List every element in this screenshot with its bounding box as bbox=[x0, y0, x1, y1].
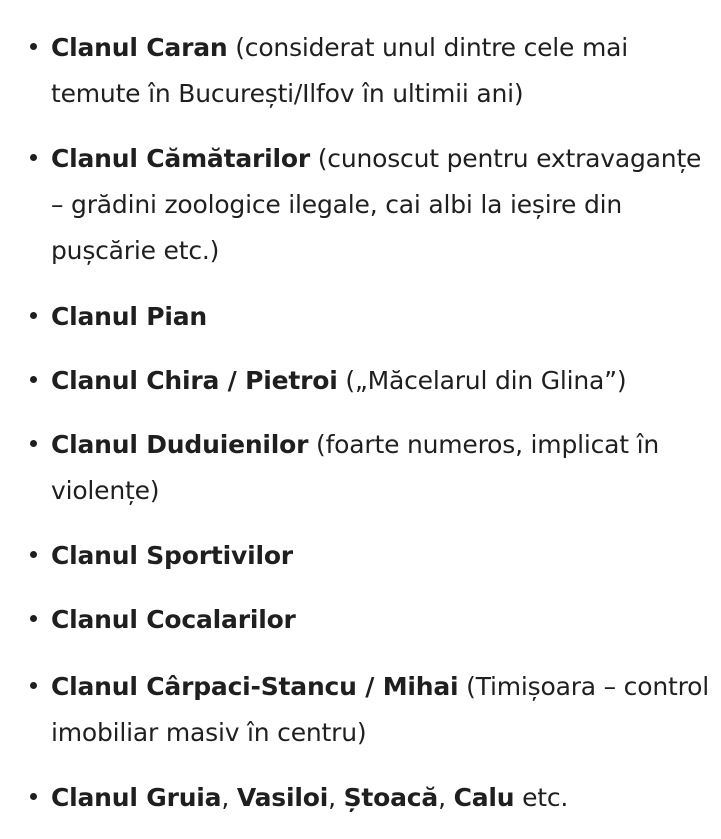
clan-description: (foarte numeros, implicat în violențe) bbox=[51, 430, 660, 505]
clan-description: („Măcelarul din Glina”) bbox=[337, 366, 627, 395]
clan-name: Ștoacă bbox=[343, 783, 439, 812]
list-item-text bbox=[51, 294, 713, 340]
separator: , bbox=[438, 783, 454, 812]
list-item-text bbox=[51, 358, 713, 404]
bullet-icon bbox=[30, 154, 37, 161]
bullet-icon bbox=[30, 440, 37, 447]
clan-description: (cunoscut pentru extravaganțe – grădini zoologice ilegale, cai albi la ieșire din pușcărie etc.) bbox=[51, 144, 702, 265]
list-item-text bbox=[51, 597, 713, 643]
clan-name: Clanul Cârpaci-Stancu / Mihai bbox=[51, 672, 459, 701]
list-item-text bbox=[51, 25, 713, 117]
list-item-text bbox=[51, 533, 713, 579]
clan-description: etc. bbox=[514, 783, 569, 812]
bullet-icon bbox=[30, 551, 37, 558]
clan-name: Calu bbox=[453, 783, 515, 812]
list-item-text bbox=[51, 664, 713, 756]
list-item-text bbox=[51, 422, 713, 514]
clan-name: Vasiloi bbox=[236, 783, 329, 812]
bullet-icon bbox=[30, 682, 37, 689]
list-item-text bbox=[51, 136, 713, 274]
clan-name: Clanul Caran bbox=[51, 33, 228, 62]
separator: , bbox=[221, 783, 237, 812]
bullet-icon bbox=[30, 793, 37, 800]
clan-description: (Timișoara – control imobiliar masiv în centru) bbox=[51, 672, 709, 747]
clan-description: (considerat unul dintre cele mai temute în București/Ilfov în ultimii ani) bbox=[51, 33, 629, 108]
bullet-icon bbox=[30, 43, 37, 50]
clan-name: Clanul Cămătarilor bbox=[51, 144, 310, 173]
clan-name: Clanul Pian bbox=[51, 302, 208, 331]
bullet-icon bbox=[30, 615, 37, 622]
separator: , bbox=[328, 783, 344, 812]
clan-name: Clanul Duduienilor bbox=[51, 430, 309, 459]
bullet-icon bbox=[30, 376, 37, 383]
clan-name: Clanul Cocalarilor bbox=[51, 605, 296, 634]
list-item-text bbox=[51, 775, 713, 821]
bullet-icon bbox=[30, 312, 37, 319]
clan-name: Clanul Sportivilor bbox=[51, 541, 293, 570]
clan-name: Clanul Chira / Pietroi bbox=[51, 366, 338, 395]
clan-name: Clanul Gruia bbox=[51, 783, 222, 812]
